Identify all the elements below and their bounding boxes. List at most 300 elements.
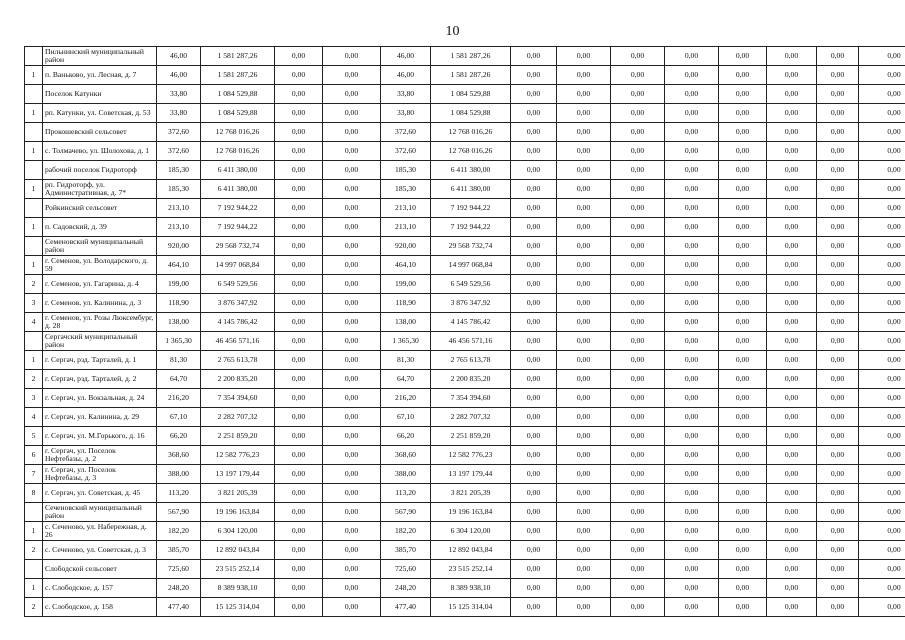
value-cell: 0,00 [511,218,557,237]
value-cell: 0,00 [767,199,817,218]
value-cell: 0,00 [323,522,381,541]
value-cell: 2 200 835,20 [431,370,511,389]
value-cell: 0,00 [275,598,323,617]
value-cell: 1 084 529,88 [431,104,511,123]
row-number-cell: 1 [25,142,43,161]
value-cell: 0,00 [611,408,665,427]
value-cell: 920,00 [157,237,201,256]
value-cell: 0,00 [817,598,859,617]
value-cell: 216,20 [381,389,431,408]
value-cell: 0,00 [557,294,611,313]
value-cell: 0,00 [511,180,557,199]
value-cell: 0,00 [767,446,817,465]
value-cell: 0,00 [719,180,767,199]
value-cell: 0,00 [665,199,719,218]
address-cell: г. Сергач, ул. Калинина, д. 29 [43,408,157,427]
address-cell: Ройкинский сельсовет [43,199,157,218]
value-cell: 0,00 [767,579,817,598]
row-number-cell: 1 [25,351,43,370]
value-cell: 81,30 [381,351,431,370]
table-row-group [25,503,905,522]
data-table [24,46,905,617]
value-cell: 0,00 [511,370,557,389]
value-cell: 0,00 [275,427,323,446]
value-cell: 0,00 [275,408,323,427]
value-cell: 185,30 [157,180,201,199]
value-cell: 0,00 [557,199,611,218]
value-cell: 0,00 [511,199,557,218]
value-cell: 0,00 [665,161,719,180]
value-cell: 213,10 [157,218,201,237]
value-cell: 0,00 [611,313,665,332]
value-cell: 0,00 [511,598,557,617]
value-cell: 0,00 [719,351,767,370]
value-cell: 0,00 [767,47,817,66]
value-cell: 0,00 [611,294,665,313]
value-cell: 385,70 [157,541,201,560]
value-cell: 0,00 [817,579,859,598]
value-cell: 2 765 613,78 [431,351,511,370]
value-cell: 0,00 [817,199,859,218]
value-cell: 388,00 [381,465,431,484]
value-cell: 0,00 [817,256,859,275]
row-number-cell [25,237,43,256]
value-cell: 0,00 [859,579,905,598]
value-cell: 0,00 [817,541,859,560]
value-cell: 0,00 [719,389,767,408]
value-cell: 199,00 [157,275,201,294]
value-cell: 0,00 [511,351,557,370]
address-cell: п. Садовский, д. 39 [43,218,157,237]
value-cell: 0,00 [611,465,665,484]
value-cell: 0,00 [611,541,665,560]
value-cell: 0,00 [767,85,817,104]
value-cell: 0,00 [859,522,905,541]
value-cell: 0,00 [511,427,557,446]
value-cell: 6 304 120,00 [201,522,275,541]
value-cell: 0,00 [767,465,817,484]
value-cell: 0,00 [323,427,381,446]
value-cell: 0,00 [859,161,905,180]
value-cell: 0,00 [719,427,767,446]
value-cell: 0,00 [557,503,611,522]
value-cell: 0,00 [665,142,719,161]
value-cell: 67,10 [381,408,431,427]
value-cell: 118,90 [157,294,201,313]
value-cell: 0,00 [719,446,767,465]
value-cell: 2 765 613,78 [201,351,275,370]
value-cell: 0,00 [275,370,323,389]
value-cell: 0,00 [767,66,817,85]
value-cell: 1 581 287,26 [201,47,275,66]
value-cell: 0,00 [557,598,611,617]
row-number-cell: 4 [25,313,43,332]
row-number-cell: 1 [25,579,43,598]
table-row [25,180,905,199]
value-cell: 0,00 [557,256,611,275]
value-cell: 19 196 163,84 [431,503,511,522]
value-cell: 0,00 [611,275,665,294]
row-number-cell: 1 [25,104,43,123]
row-number-cell [25,47,43,66]
value-cell: 0,00 [323,503,381,522]
value-cell: 0,00 [665,484,719,503]
address-cell: г. Семенов, ул. Володарского, д. 59 [43,256,157,275]
value-cell: 0,00 [323,123,381,142]
value-cell: 6 411 380,00 [201,180,275,199]
value-cell: 0,00 [665,66,719,85]
value-cell: 0,00 [275,85,323,104]
value-cell: 0,00 [859,598,905,617]
row-number-cell: 2 [25,598,43,617]
value-cell: 567,90 [157,503,201,522]
value-cell: 0,00 [275,465,323,484]
value-cell: 113,20 [157,484,201,503]
value-cell: 12 582 776,23 [431,446,511,465]
value-cell: 0,00 [323,142,381,161]
value-cell: 0,00 [275,66,323,85]
value-cell: 0,00 [665,218,719,237]
value-cell: 0,00 [557,408,611,427]
address-cell: с. Толмачево, ул. Шолохова, д. 1 [43,142,157,161]
value-cell: 0,00 [275,294,323,313]
value-cell: 368,60 [157,446,201,465]
row-number-cell: 5 [25,427,43,446]
value-cell: 0,00 [611,522,665,541]
value-cell: 0,00 [557,85,611,104]
address-cell: г. Сергач, ул. Советская, д. 45 [43,484,157,503]
page-number: 10 [445,24,460,39]
value-cell: 15 125 314,04 [431,598,511,617]
value-cell: 0,00 [275,161,323,180]
value-cell: 113,20 [381,484,431,503]
value-cell: 0,00 [719,142,767,161]
value-cell: 0,00 [859,541,905,560]
value-cell: 23 515 252,14 [201,560,275,579]
value-cell: 0,00 [817,180,859,199]
value-cell: 372,60 [381,123,431,142]
row-number-cell [25,199,43,218]
row-number-cell [25,503,43,522]
value-cell: 0,00 [611,427,665,446]
value-cell: 182,20 [381,522,431,541]
value-cell: 0,00 [275,541,323,560]
value-cell: 0,00 [859,313,905,332]
value-cell: 118,90 [381,294,431,313]
value-cell: 0,00 [275,560,323,579]
value-cell: 0,00 [511,408,557,427]
value-cell: 7 192 944,22 [431,199,511,218]
table-row [25,66,905,85]
value-cell: 0,00 [817,427,859,446]
value-cell: 0,00 [665,598,719,617]
value-cell: 0,00 [275,522,323,541]
table-row-group [25,123,905,142]
value-cell: 0,00 [611,503,665,522]
value-cell: 3 821 205,39 [431,484,511,503]
value-cell: 0,00 [511,389,557,408]
value-cell: 368,60 [381,446,431,465]
row-number-cell: 3 [25,294,43,313]
value-cell: 0,00 [323,313,381,332]
value-cell: 0,00 [611,256,665,275]
address-cell: г. Сергач, ул. М.Горького, д. 16 [43,427,157,446]
value-cell: 0,00 [817,47,859,66]
value-cell: 0,00 [859,484,905,503]
value-cell: 0,00 [275,47,323,66]
value-cell: 0,00 [275,237,323,256]
value-cell: 0,00 [323,275,381,294]
value-cell: 0,00 [859,142,905,161]
row-number-cell: 1 [25,218,43,237]
value-cell: 0,00 [719,579,767,598]
value-cell: 0,00 [719,484,767,503]
value-cell: 0,00 [719,560,767,579]
value-cell: 0,00 [511,161,557,180]
value-cell: 0,00 [665,47,719,66]
address-cell: г. Семенов, ул. Калинина, д. 3 [43,294,157,313]
value-cell: 0,00 [323,161,381,180]
value-cell: 0,00 [817,123,859,142]
value-cell: 0,00 [611,560,665,579]
value-cell: 0,00 [323,598,381,617]
value-cell: 0,00 [557,522,611,541]
value-cell: 0,00 [275,218,323,237]
value-cell: 385,70 [381,541,431,560]
value-cell: 0,00 [719,541,767,560]
value-cell: 0,00 [275,446,323,465]
value-cell: 0,00 [557,237,611,256]
row-number-cell: 2 [25,370,43,389]
value-cell: 0,00 [817,332,859,351]
value-cell: 46 456 571,16 [201,332,275,351]
value-cell: 0,00 [323,351,381,370]
value-cell: 0,00 [275,389,323,408]
value-cell: 0,00 [859,123,905,142]
value-cell: 13 197 179,44 [201,465,275,484]
value-cell: 0,00 [719,104,767,123]
value-cell: 0,00 [611,180,665,199]
value-cell: 0,00 [611,332,665,351]
value-cell: 0,00 [719,332,767,351]
address-cell: Слободской сельсовет [43,560,157,579]
value-cell: 0,00 [859,465,905,484]
value-cell: 0,00 [511,123,557,142]
value-cell: 0,00 [611,389,665,408]
value-cell: 8 389 938,10 [201,579,275,598]
table-body [25,47,905,617]
value-cell: 0,00 [665,256,719,275]
value-cell: 0,00 [719,503,767,522]
row-number-cell [25,161,43,180]
value-cell: 1 084 529,88 [201,104,275,123]
value-cell: 2 200 835,20 [201,370,275,389]
value-cell: 0,00 [665,313,719,332]
value-cell: 0,00 [817,275,859,294]
value-cell: 0,00 [817,465,859,484]
value-cell: 0,00 [767,142,817,161]
value-cell: 0,00 [557,47,611,66]
value-cell: 0,00 [557,313,611,332]
value-cell: 199,00 [381,275,431,294]
value-cell: 0,00 [275,484,323,503]
address-cell: п. Ваньково, ул. Лесная, д. 7 [43,66,157,85]
value-cell: 0,00 [859,104,905,123]
address-cell: рп. Гидроторф, ул. Административная, д. 7* [43,180,157,199]
value-cell: 0,00 [767,408,817,427]
value-cell: 0,00 [859,503,905,522]
table-row [25,370,905,389]
value-cell: 0,00 [323,104,381,123]
value-cell: 33,80 [381,85,431,104]
value-cell: 0,00 [511,465,557,484]
value-cell: 0,00 [511,541,557,560]
value-cell: 0,00 [719,408,767,427]
value-cell: 6 411 380,00 [431,180,511,199]
value-cell: 725,60 [381,560,431,579]
value-cell: 0,00 [817,66,859,85]
value-cell: 0,00 [611,66,665,85]
value-cell: 0,00 [719,370,767,389]
value-cell: 0,00 [611,598,665,617]
value-cell: 4 145 786,42 [201,313,275,332]
value-cell: 372,60 [157,123,201,142]
value-cell: 64,70 [157,370,201,389]
value-cell: 0,00 [557,66,611,85]
value-cell: 0,00 [275,275,323,294]
value-cell: 0,00 [611,85,665,104]
address-cell: рабочий поселок Гидроторф [43,161,157,180]
address-cell: г. Сергач, ул. Поселок Нефтебазы, д. 2 [43,446,157,465]
value-cell: 46,00 [381,47,431,66]
value-cell: 0,00 [557,123,611,142]
value-cell: 0,00 [323,465,381,484]
row-number-cell: 2 [25,275,43,294]
value-cell: 0,00 [511,579,557,598]
value-cell: 2 282 707,32 [431,408,511,427]
address-cell: с. Сеченово, ул. Советская, д. 3 [43,541,157,560]
value-cell: 0,00 [275,199,323,218]
value-cell: 0,00 [511,484,557,503]
table-row [25,142,905,161]
value-cell: 0,00 [859,332,905,351]
value-cell: 0,00 [767,351,817,370]
value-cell: 0,00 [511,503,557,522]
value-cell: 0,00 [511,66,557,85]
address-cell: с. Слободское, д. 157 [43,579,157,598]
value-cell: 0,00 [859,389,905,408]
table-row [25,294,905,313]
value-cell: 0,00 [611,199,665,218]
value-cell: 0,00 [511,47,557,66]
value-cell: 46 456 571,16 [431,332,511,351]
value-cell: 0,00 [323,47,381,66]
value-cell: 0,00 [611,104,665,123]
value-cell: 213,10 [381,218,431,237]
value-cell: 0,00 [557,161,611,180]
value-cell: 388,00 [157,465,201,484]
value-cell: 0,00 [557,370,611,389]
value-cell: 0,00 [767,541,817,560]
row-number-cell: 3 [25,389,43,408]
table-row [25,313,905,332]
value-cell: 0,00 [323,484,381,503]
value-cell: 64,70 [381,370,431,389]
table-row [25,522,905,541]
value-cell: 0,00 [665,560,719,579]
value-cell: 66,20 [381,427,431,446]
value-cell: 0,00 [665,579,719,598]
value-cell: 33,80 [157,104,201,123]
value-cell: 0,00 [817,370,859,389]
address-cell: с. Сеченово, ул. Набережная, д. 26 [43,522,157,541]
value-cell: 0,00 [557,351,611,370]
value-cell: 0,00 [859,370,905,389]
value-cell: 23 515 252,14 [431,560,511,579]
value-cell: 0,00 [323,446,381,465]
value-cell: 0,00 [665,275,719,294]
value-cell: 0,00 [767,560,817,579]
table-row [25,484,905,503]
row-number-cell: 1 [25,66,43,85]
value-cell: 0,00 [817,560,859,579]
value-cell: 1 365,30 [381,332,431,351]
value-cell: 0,00 [767,180,817,199]
value-cell: 0,00 [767,503,817,522]
address-cell: Прокошевский сельсовет [43,123,157,142]
value-cell: 0,00 [511,256,557,275]
value-cell: 0,00 [665,104,719,123]
value-cell: 0,00 [859,427,905,446]
value-cell: 477,40 [157,598,201,617]
value-cell: 12 768 016,26 [201,142,275,161]
address-cell: г. Сергач, ул. Поселок Нефтебазы, д. 3 [43,465,157,484]
value-cell: 0,00 [665,465,719,484]
value-cell: 0,00 [767,427,817,446]
value-cell: 0,00 [323,332,381,351]
value-cell: 0,00 [817,389,859,408]
value-cell: 0,00 [511,237,557,256]
value-cell: 372,60 [381,142,431,161]
address-cell: г. Семенов, ул. Гагарина, д. 4 [43,275,157,294]
value-cell: 0,00 [859,180,905,199]
value-cell: 0,00 [767,332,817,351]
value-cell: 6 411 380,00 [201,161,275,180]
value-cell: 3 876 347,92 [201,294,275,313]
table-row-group [25,47,905,66]
row-number-cell: 7 [25,465,43,484]
value-cell: 0,00 [611,218,665,237]
value-cell: 725,60 [157,560,201,579]
value-cell: 0,00 [719,598,767,617]
row-number-cell [25,560,43,579]
value-cell: 0,00 [323,199,381,218]
value-cell: 0,00 [719,256,767,275]
value-cell: 185,30 [157,161,201,180]
value-cell: 0,00 [767,275,817,294]
value-cell: 0,00 [817,313,859,332]
value-cell: 7 354 394,60 [431,389,511,408]
value-cell: 216,20 [157,389,201,408]
value-cell: 0,00 [859,560,905,579]
value-cell: 0,00 [859,237,905,256]
value-cell: 0,00 [323,370,381,389]
value-cell: 6 549 529,56 [201,275,275,294]
value-cell: 0,00 [665,427,719,446]
value-cell: 0,00 [665,332,719,351]
value-cell: 0,00 [767,484,817,503]
value-cell: 46,00 [381,66,431,85]
